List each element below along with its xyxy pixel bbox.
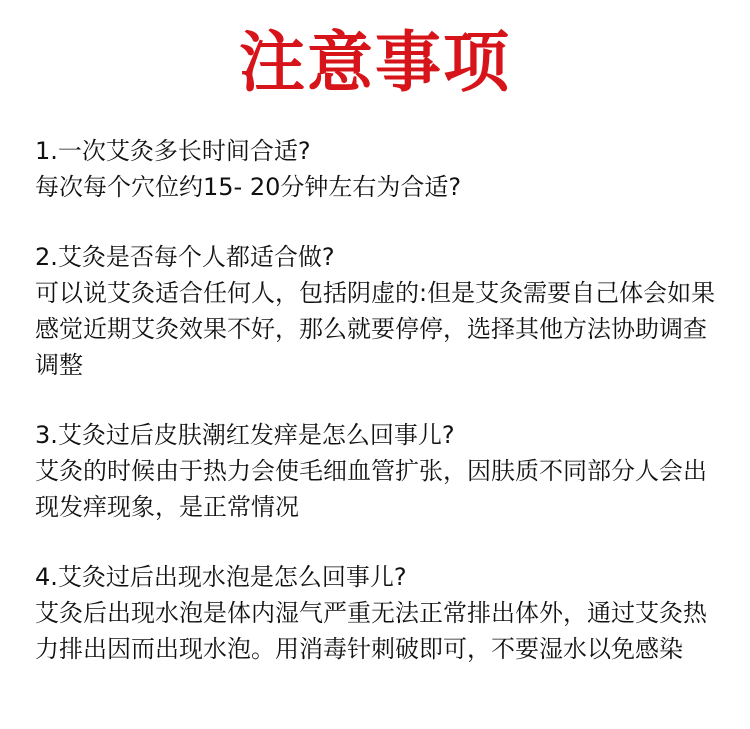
- faq-question-3: 3.艾灸过后皮肤潮红发痒是怎么回事儿?: [35, 421, 455, 449]
- faq-question-1: 1.一次艾灸多长时间合适?: [35, 137, 311, 165]
- faq-answer-4: 艾灸后出现水泡是体内湿气严重无法正常排出体外，通过艾灸热力排出因而出现水泡。用消毒针刺破即可，不要湿水以免感染: [35, 599, 707, 663]
- faq-item-4: [35, 559, 725, 667]
- faq-answer-2: 可以说艾灸适合任何人，包括阴虚的:但是艾灸需要自己体会如果感觉近期艾灸效果不好，那么就要停停，选择其他方法协助调查调整: [35, 279, 716, 379]
- faq-list: [35, 133, 725, 701]
- faq-item-3: [35, 417, 725, 525]
- page-title: 注意事项: [239, 23, 511, 101]
- faq-answer-3: 艾灸的时候由于热力会使毛细血管扩张，因肤质不同部分人会出现发痒现象，是正常情况: [35, 457, 707, 521]
- faq-item-1: [35, 133, 725, 205]
- faq-answer-1: 每次每个穴位约15- 20分钟左右为合适?: [35, 173, 462, 201]
- faq-question-2: 2.艾灸是否每个人都适合做?: [35, 243, 335, 271]
- faq-item-2: [35, 239, 725, 383]
- faq-question-4: 4.艾灸过后出现水泡是怎么回事儿?: [35, 563, 407, 591]
